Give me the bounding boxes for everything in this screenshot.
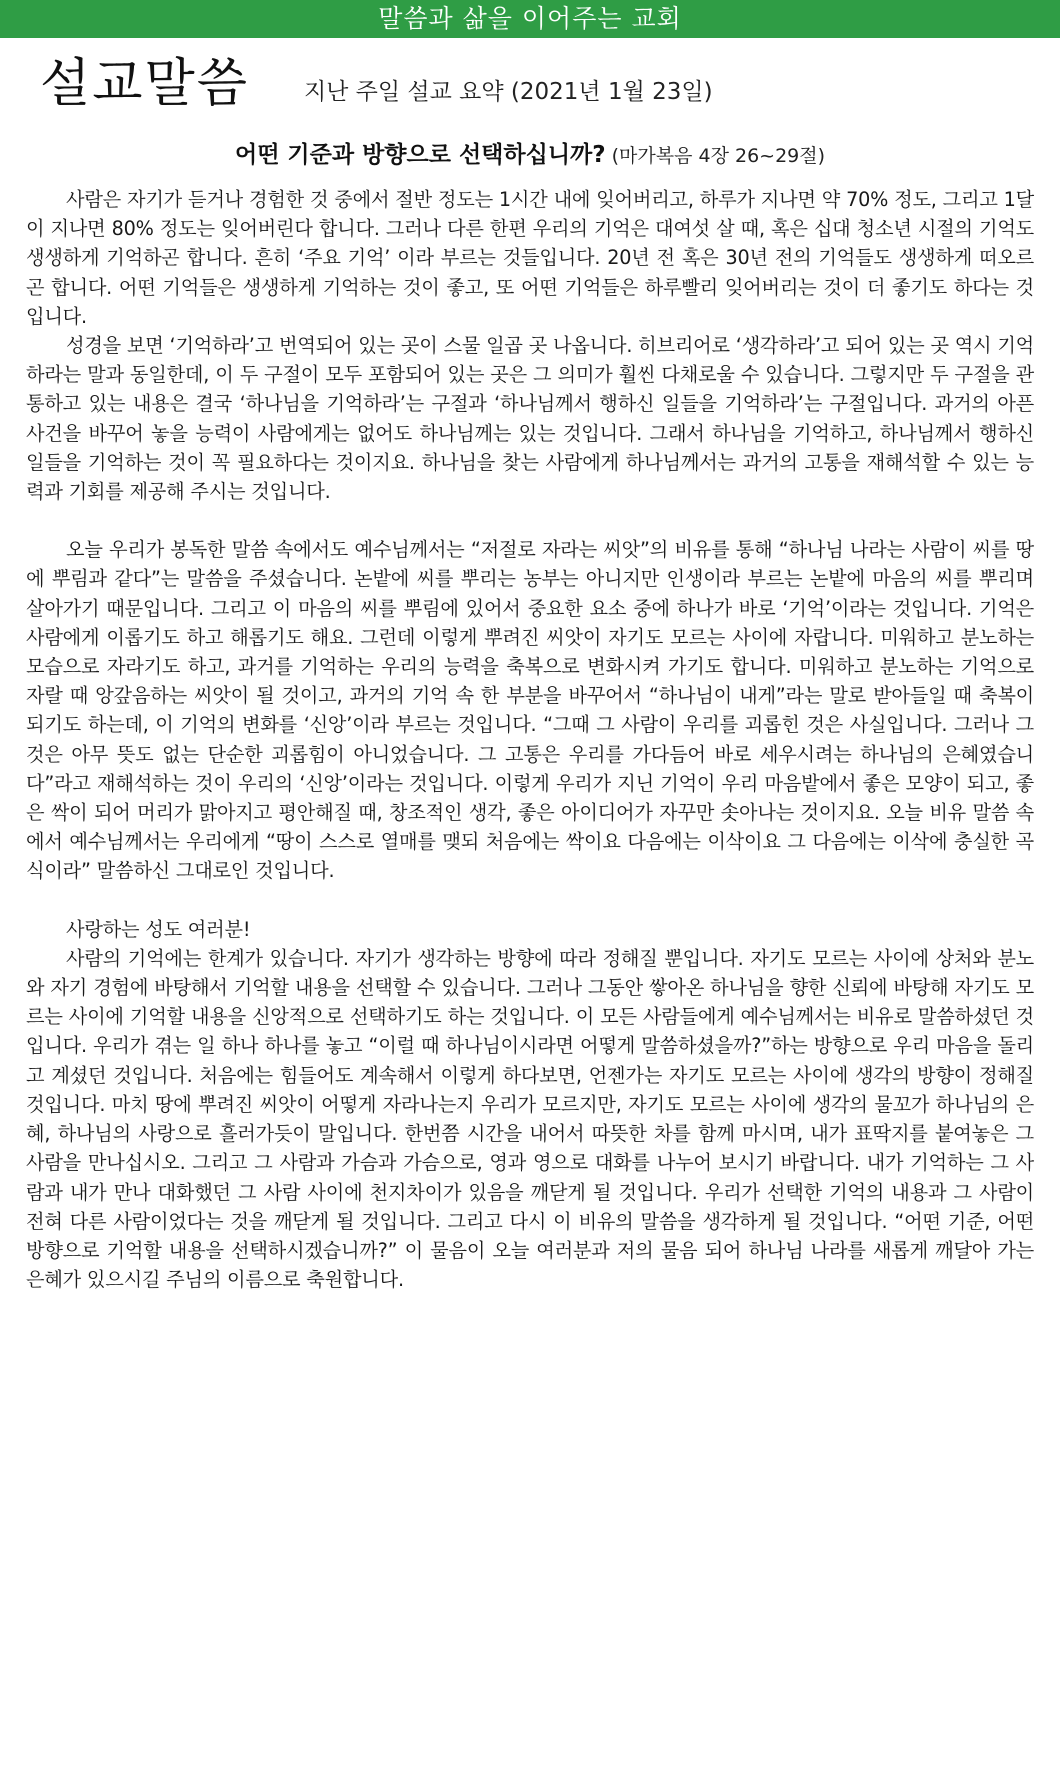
sermon-title: 어떤 기준과 방향으로 선택하십니까? [234,142,606,168]
paragraph-4: 사람의 기억에는 한계가 있습니다. 자기가 생각하는 방향에 따라 정해질 뿐입니다. 자기도 모르는 사이에 상처와 분노와 자기 경험에 바탕해서 기억할 내용을 선택할 수 있습니다. 그러나 그동안 쌓아온 하나님을 향한 신뢰에 바탕해 자기도 모르는 사이에 기억할 내용을 신앙적으로 선택하기도 하는 것입니다. 이 모든 사람들에게 예수님께서는 비유로 말씀하셨던 것입니다. 우리가 겪는 일 하나 하나를 놓고 “이럴 때 하나님이시라면 어떻게 말씀하셨을까?”하는 방향으로 우리 마음을 돌리고 계셨던 것입니다. 처음에는 힘들어도 계속해서 이렇게 하다보면, 언젠가는 자기도 모르는 사이에 생각의 방향이 정해질 것입니다. 마치 땅에 뿌려진 씨앗이 어떻게 자라나는지 우리가 모르지만, 자기도 모르는 사이에 생각의 물꼬가 하나님의 은혜, 하나님의 사랑으로 흘러가듯이 말입니다. 한번쯤 시간을 내어서 따뜻한 차를 함께 마시며, 내가 표딱지를 붙여놓은 그 사람을 만나십시오. 그리고 그 사람과 가슴과 가슴으로, 영과 영으로 대화를 나누어 보시기 바랍니다. 내가 기억하는 그 사람과 내가 만나 대화했던 그 사람 사이에 천지차이가 있음을 깨닫게 될 것입니다. 우리가 선택한 기억의 내용과 그 사람이 전혀 다른 사람이었다는 것을 깨닫게 될 것입니다. 그리고 다시 이 비유의 말씀을 생각하게 될 것입니다. “어떤 기준, 어떤 방향으로 기억할 내용을 선택하시겠습니까?” 이 물음이 오늘 여러분과 저의 물음 되어 하나님 나라를 새롭게 깨달아 가는 은혜가 있으시길 주님의 이름으로 축원합니다. [26,946,1034,1292]
scripture-reference: (마가복음 4장 26~29절) [611,145,826,167]
top-banner: 말씀과 삶을 이어주는 교회 [0,0,1060,38]
sermon-heading [0,140,1060,171]
page-subtitle: 지난 주일 설교 요약 (2021년 1월 23일) [303,79,713,105]
paragraph-3: 오늘 우리가 봉독한 말씀 속에서도 예수님께서는 “저절로 자라는 씨앗”의 비유를 통해 “하나님 나라는 사람이 씨를 땅에 뿌림과 같다”는 말씀을 주셨습니다. 논밭에 씨를 뿌리는 농부는 아니지만 인생이라 부르는 논밭에 마음의 씨를 뿌리며 살아가기 때문입니다. 그리고 이 마음의 씨를 뿌림에 있어서 중요한 요소 중에 하나가 바로 ‘기억’이라는 것입니다. 기억은 사람에게 이롭기도 하고 해롭기도 해요. 그런데 이렇게 뿌려진 씨앗이 자기도 모르는 사이에 자랍니다. 미워하고 분노하는 모습으로 자라기도 하고, 과거를 기억하는 우리의 능력을 축복으로 변화시켜 가기도 합니다. 미워하고 분노하는 기억으로 자랄 때 앙갚음하는 씨앗이 될 것이고, 과거의 기억 속 한 부분을 바꾸어서 “하나님이 내게”라는 말로 받아들일 때 축복이 되기도 하는데, 이 기억의 변화를 ‘신앙’이라 부르는 것입니다. “그때 그 사람이 우리를 괴롭힌 것은 사실입니다. 그러나 그것은 아무 뜻도 없는 단순한 괴롭힘이 아니었습니다. 그 고통은 우리를 가다듬어 바로 세우시려는 하나님의 은혜였습니다”라고 재해석하는 것이 우리의 ‘신앙’이라는 것입니다. 이렇게 우리가 지닌 기억이 우리 마음밭에서 좋은 모양이 되고, 좋은 싹이 되어 머리가 맑아지고 평안해질 때, 창조적인 생각, 좋은 아이디어가 자꾸만 솟아나는 것이지요. 오늘 비유 말씀 속에서 예수님께서는 우리에게 “땅이 스스로 열매를 맺되 처음에는 싹이요 다음에는 이삭이요 그 다음에는 이삭에 충실한 곡식이라” 말씀하신 그대로인 것입니다. [26,538,1034,883]
paragraph-2: 성경을 보면 ‘기억하라’고 번역되어 있는 곳이 스물 일곱 곳 나옵니다. 히브리어로 ‘생각하라’고 되어 있는 곳 역시 기억하라는 말과 동일한데, 이 두 구절이 모두 포함되어 있는 곳은 그 의미가 훨씬 다채로울 수 있습니다. 그렇지만 두 구절을 관통하고 있는 내용은 결국 ‘하나님을 기억하라’는 구절과 ‘하나님께서 행하신 일들을 기억하라’는 구절입니다. 과거의 아픈 사건을 바꾸어 놓을 능력이 사람에게는 없어도 하나님께는 있는 것입니다. 그래서 하나님을 기억하고, 하나님께서 행하신 일들을 기억하는 것이 꼭 필요하다는 것이지요. 하나님을 찾는 사람에게 하나님께서는 과거의 고통을 재해석할 수 있는 능력과 기회를 제공해 주시는 것입니다. [26,334,1034,504]
paragraph-gap [26,506,1034,535]
greeting: 사랑하는 성도 여러분! [66,917,251,941]
paragraph-gap [26,886,1034,915]
paragraph-1: 사람은 자기가 듣거나 경험한 것 중에서 절반 정도는 1시간 내에 잊어버리고, 하루가 지나면 약 70% 정도, 그리고 1달이 지나면 80% 정도는 잊어버린다 합니다. 그러나 다른 한편 우리의 기억은 대여섯 살 때, 혹은 십대 청소년 시절의 기억도 생생하게 기억하곤 합니다. 흔히 ‘주요 기억’ 이라 부르는 것들입니다. 20년 전 혹은 30년 전의 기억들도 생생하게 떠오르곤 합니다. 어떤 기억들은 생생하게 기억하는 것이 좋고, 또 어떤 기억들은 하루빨리 잊어버리는 것이 더 좋기도 하다는 것입니다. [26,188,1034,328]
page-title: 설교말씀 [40,54,249,114]
header [0,38,1060,114]
sermon-body [0,171,1060,1294]
